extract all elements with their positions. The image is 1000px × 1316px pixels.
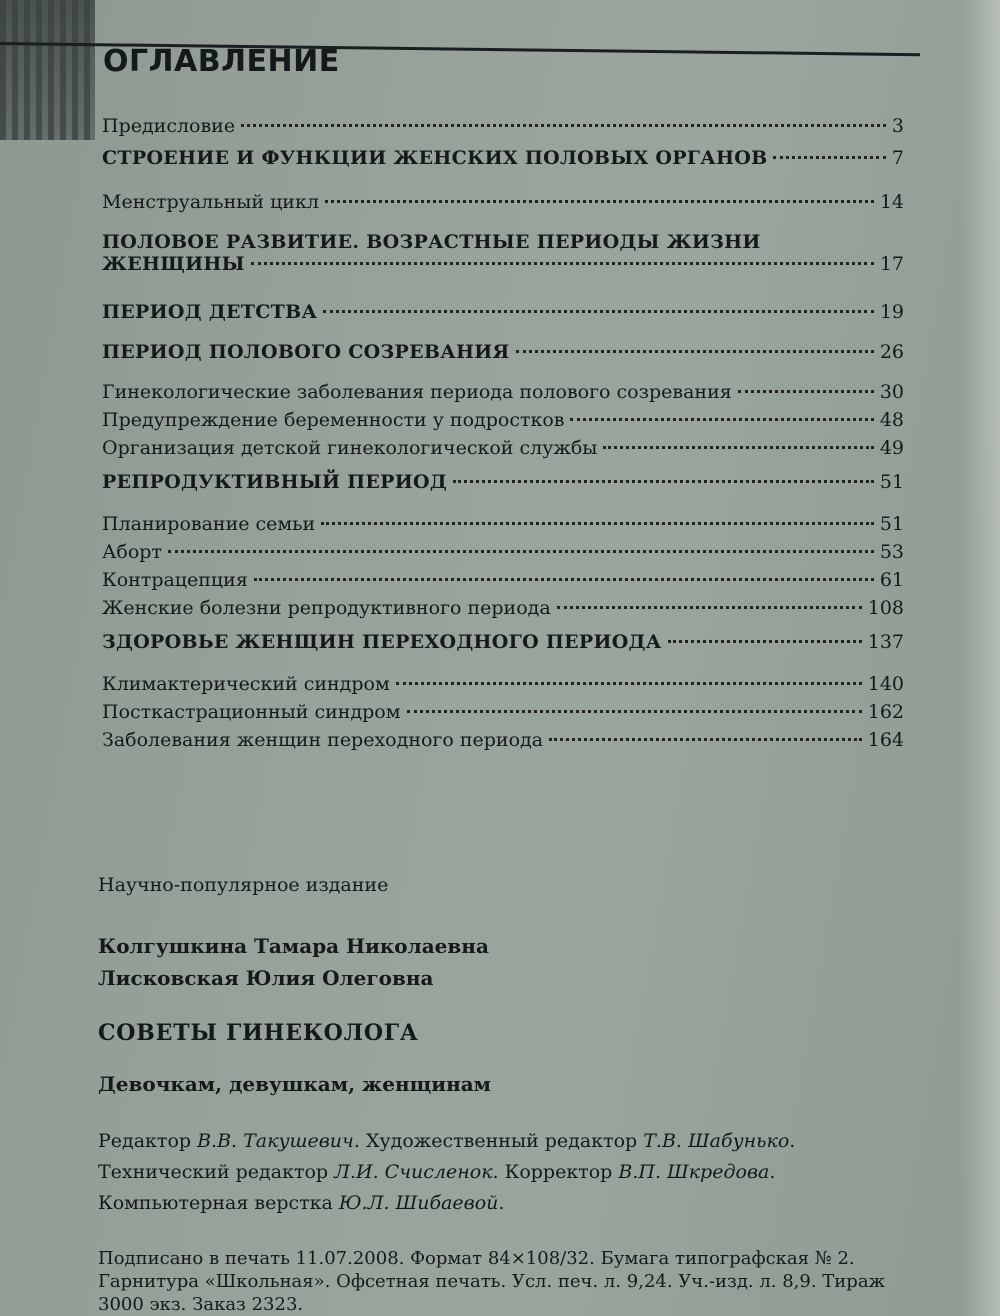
toc-entry-label: Аборт: [102, 541, 162, 563]
page-edge: [960, 0, 1000, 1316]
edition-genre: Научно-популярное издание: [98, 874, 389, 896]
toc-entry-label: Контрацепция: [102, 569, 248, 591]
toc-entry-label: Предисловие: [102, 115, 236, 137]
proofreader-name: В.П. Шкредова: [618, 1161, 770, 1183]
dot-leader: [323, 310, 874, 313]
toc-entry-abortion[interactable]: [102, 541, 904, 569]
toc-entry-page: 140: [867, 673, 904, 695]
toc-entry-puberty-diseases[interactable]: [102, 381, 904, 409]
dot-leader: [516, 350, 874, 353]
toc-entry-climacteric[interactable]: [102, 673, 904, 701]
toc-entry-label: ЖЕНЩИНЫ: [102, 253, 245, 275]
toc-entry-reproductive[interactable]: [102, 471, 904, 509]
art-editor-name: Т.В. Шабунько: [643, 1130, 790, 1152]
toc-entry-page: 17: [879, 253, 904, 275]
toc-entry-page: 137: [867, 631, 904, 653]
toc-entry-page: 61: [879, 569, 904, 591]
toc-entry-page: 162: [867, 701, 904, 723]
toc-entry-page: 51: [879, 513, 904, 535]
dot-leader: [251, 262, 874, 265]
staff-line: [98, 1157, 928, 1188]
dot-leader: [254, 578, 874, 581]
art-editor-label: . Художественный редактор: [353, 1130, 638, 1152]
toc-entry-transitional[interactable]: [102, 631, 904, 669]
dot-leader: [549, 738, 862, 741]
book-subtitle: Девочкам, девушкам, женщинам: [98, 1072, 492, 1096]
layout-label: Компьютерная верстка: [98, 1192, 333, 1214]
toc-title: ОГЛАВЛЕНИЕ: [103, 44, 340, 79]
toc-entry-page: 51: [879, 471, 904, 493]
toc-entry-contraception[interactable]: [102, 569, 904, 597]
toc-entry-label: ПОЛОВОЕ РАЗВИТИЕ. ВОЗРАСТНЫЕ ПЕРИОДЫ ЖИЗНИ: [102, 231, 761, 253]
toc-entry-family-planning[interactable]: [102, 513, 904, 541]
toc-entry-menstrual-cycle[interactable]: [102, 191, 904, 227]
tech-editor-name: Л.И. Счисленок: [334, 1161, 493, 1183]
toc-entry-gynecology-service[interactable]: [102, 437, 904, 467]
staff-line: [98, 1188, 928, 1219]
toc-entry-anatomy[interactable]: [102, 147, 904, 187]
toc-entry-label: Заболевания женщин переходного периода: [102, 729, 544, 751]
dot-leader: [668, 640, 862, 643]
toc-entry-label: Посткастрационный синдром: [102, 701, 401, 723]
staff-line: [98, 1126, 928, 1157]
dot-leader: [738, 390, 874, 393]
punctuation: .: [769, 1161, 776, 1183]
dot-leader: [773, 156, 885, 159]
toc-entry-page: 26: [879, 341, 904, 363]
toc-entry-childhood[interactable]: [102, 301, 904, 337]
toc-entry-label: СТРОЕНИЕ И ФУНКЦИИ ЖЕНСКИХ ПОЛОВЫХ ОРГАНОВ: [102, 147, 768, 169]
editor-label: Редактор: [98, 1130, 192, 1152]
tech-editor-label: Технический редактор: [98, 1161, 329, 1183]
dot-leader: [241, 124, 886, 127]
toc-entry-page: 3: [891, 115, 904, 137]
toc-entry-page: 30: [879, 381, 904, 403]
toc-entry-page: 49: [879, 437, 904, 459]
toc-entry-transitional-diseases[interactable]: [102, 729, 904, 757]
dot-leader: [603, 446, 873, 449]
dot-leader: [168, 550, 874, 553]
toc-entry-sexual-development[interactable]: [102, 231, 904, 297]
toc-entry-teen-pregnancy[interactable]: [102, 409, 904, 437]
toc-entry-label: ЗДОРОВЬЕ ЖЕНЩИН ПЕРЕХОДНОГО ПЕРИОДА: [102, 631, 662, 653]
colophon: [98, 874, 928, 1316]
toc-entry-page: 7: [891, 147, 904, 169]
dot-leader: [321, 522, 874, 525]
toc-entry-puberty[interactable]: [102, 341, 904, 377]
toc-entry-postcastration[interactable]: [102, 701, 904, 729]
toc-entry-label: Организация детской гинекологической службы: [102, 437, 598, 459]
punctuation: .: [789, 1130, 796, 1152]
author-name: Колгушкина Тамара Николаевна: [98, 934, 489, 958]
dot-leader: [396, 682, 862, 685]
toc-entry-page: 48: [879, 409, 904, 431]
toc-entry-page: 19: [879, 301, 904, 323]
toc-entry-label: Гинекологические заболевания периода полового созревания: [102, 381, 732, 403]
dot-leader: [557, 606, 862, 609]
print-info: Подписано в печать 11.07.2008. Формат 84×108/32. Бумага типографская № 2. Гарнитура «Школьная». Офсетная печать. Усл. печ. л. 9,24. Уч.-изд. л. 8,9. Тираж 3000 экз. Заказ 2323.: [98, 1248, 886, 1315]
layout-name: Ю.Л. Шибаевой: [338, 1192, 499, 1214]
authors: [98, 930, 928, 994]
toc-entry-label: ПЕРИОД ДЕТСТВА: [102, 301, 318, 323]
toc-entry-preface[interactable]: [102, 115, 904, 143]
toc-entry-page: 164: [867, 729, 904, 751]
toc-entry-page: 53: [879, 541, 904, 563]
dot-leader: [570, 418, 873, 421]
toc-entry-label: Предупреждение беременности у подростков: [102, 409, 565, 431]
book-title: СОВЕТЫ ГИНЕКОЛОГА: [98, 1020, 419, 1046]
toc-entry-label: Климактерический синдром: [102, 673, 390, 695]
author-name: Лисковская Юлия Олеговна: [98, 966, 434, 990]
toc-entry-label: Планирование семьи: [102, 513, 316, 535]
dot-leader: [407, 710, 862, 713]
toc-entry-page: 108: [867, 597, 904, 619]
editor-name: В.В. Такушевич: [197, 1130, 354, 1152]
toc-entry-label: Женские болезни репродуктивного периода: [102, 597, 551, 619]
toc-entry-label: ПЕРИОД ПОЛОВОГО СОЗРЕВАНИЯ: [102, 341, 510, 363]
table-of-contents: [102, 115, 904, 757]
proofreader-label: . Корректор: [492, 1161, 613, 1183]
toc-entry-reproductive-diseases[interactable]: [102, 597, 904, 627]
toc-entry-label: Менструальный цикл: [102, 191, 319, 213]
punctuation: .: [498, 1192, 505, 1214]
toc-entry-page: 14: [879, 191, 904, 213]
dot-leader: [325, 200, 874, 203]
toc-entry-label: РЕПРОДУКТИВНЫЙ ПЕРИОД: [102, 471, 448, 493]
dot-leader: [453, 480, 874, 483]
editorial-staff: [98, 1126, 928, 1219]
